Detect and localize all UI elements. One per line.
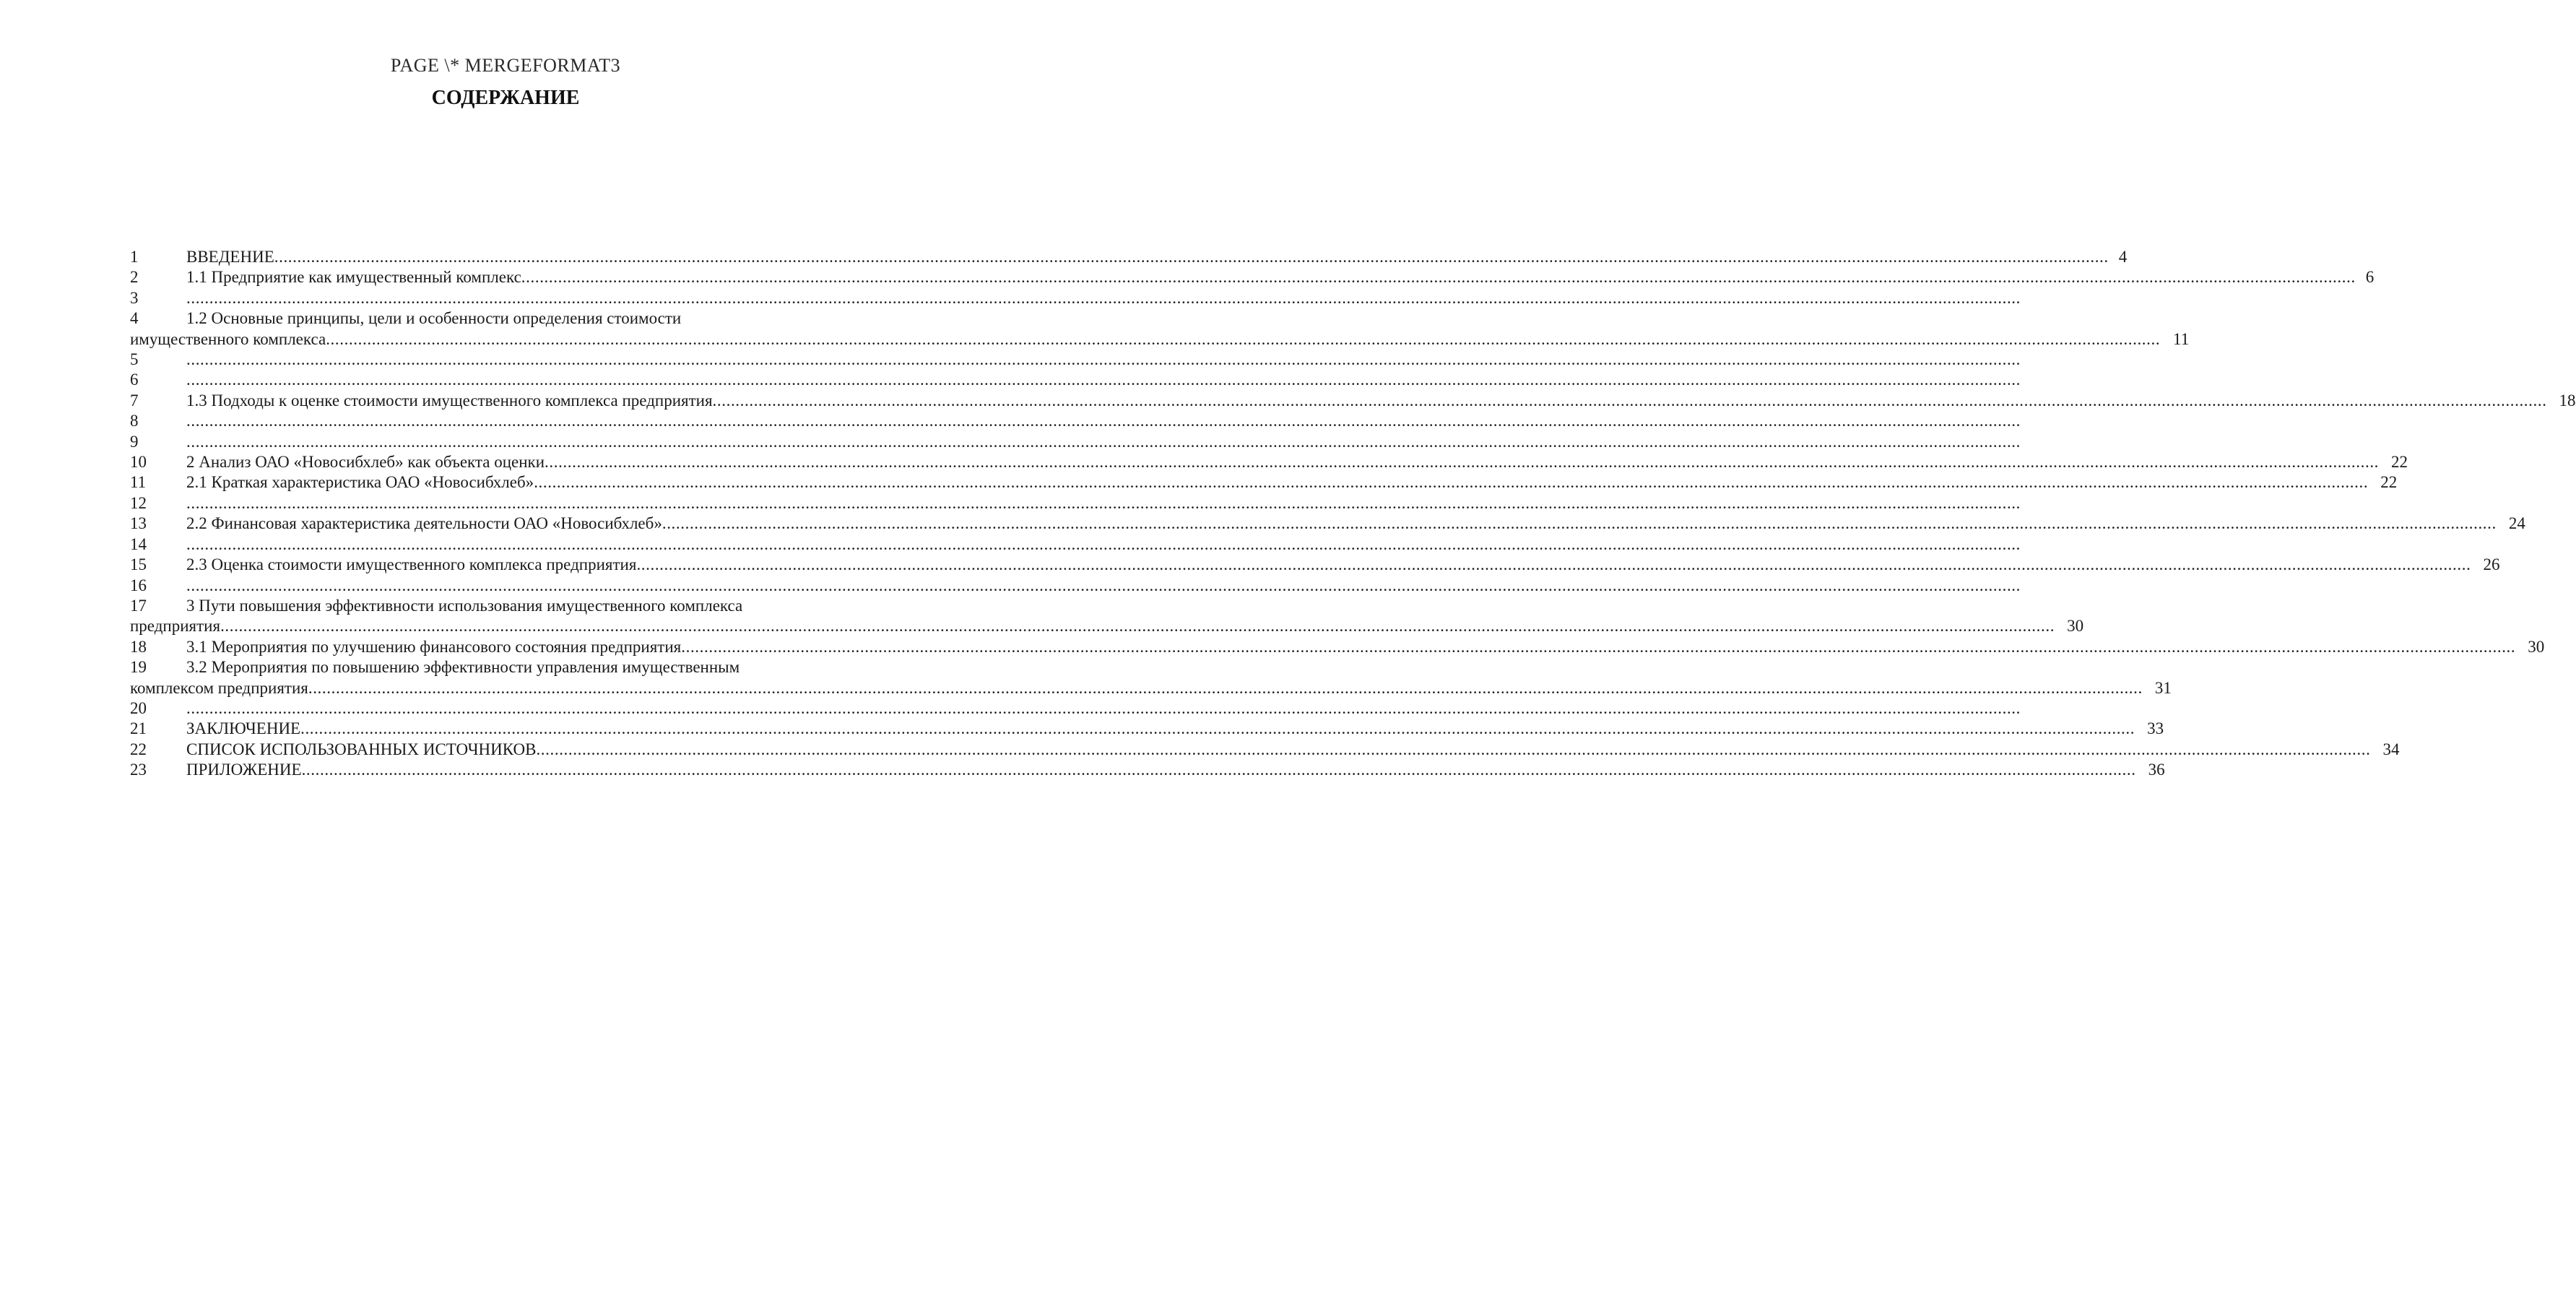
toc-number: 7 bbox=[130, 391, 139, 410]
toc-leader-dots: ................................................................................................................................................................................................................................................................................................................................................................................................................ bbox=[220, 617, 2055, 636]
toc-leader-dots: ................................................................................................................................................................................................................................................................................................................................................................................................................ bbox=[681, 637, 2516, 656]
toc-leader-dots: ................................................................................................................................................................................................................................................................................................................................................................................................................ bbox=[186, 432, 2021, 451]
toc-row-continuation[interactable] bbox=[130, 329, 2190, 350]
toc-number: 10 bbox=[130, 453, 147, 472]
toc-leader-dots: ................................................................................................................................................................................................................................................................................................................................................................................................................ bbox=[186, 534, 2021, 553]
toc-row[interactable] bbox=[130, 452, 2408, 472]
toc-number: 12 bbox=[130, 493, 147, 512]
toc-entry-text[interactable]: 2.2 Финансовая характеристика деятельности ОАО «Новосибхлеб» bbox=[186, 514, 662, 533]
toc-entry-continuation[interactable]: комплексом предприятия bbox=[130, 678, 308, 697]
toc-leader-dots: ................................................................................................................................................................................................................................................................................................................................................................................................................ bbox=[326, 329, 2161, 348]
toc-row-continuation[interactable] bbox=[130, 678, 2172, 698]
toc-leader-dots: ................................................................................................................................................................................................................................................................................................................................................................................................................ bbox=[301, 761, 2136, 779]
toc-number: 8 bbox=[130, 412, 139, 430]
toc-page-number: 30 bbox=[2067, 617, 2084, 636]
toc-number: 20 bbox=[130, 698, 147, 717]
toc-number: 19 bbox=[130, 658, 147, 677]
toc-page-number: 26 bbox=[2483, 555, 2500, 574]
toc-row[interactable] bbox=[130, 432, 2021, 452]
toc-row[interactable] bbox=[130, 267, 2375, 287]
toc-leader-dots: ................................................................................................................................................................................................................................................................................................................................................................................................................ bbox=[186, 412, 2021, 430]
toc-row[interactable] bbox=[130, 472, 2398, 493]
toc-entry-text[interactable]: 3 Пути повышения эффективности использования имущественного комплекса bbox=[186, 596, 743, 615]
toc-number: 9 bbox=[130, 432, 139, 451]
toc-leader-dots: ................................................................................................................................................................................................................................................................................................................................................................................................................ bbox=[300, 719, 2135, 738]
toc-number: 13 bbox=[130, 514, 147, 533]
toc-number: 17 bbox=[130, 596, 147, 615]
toc-entry-continuation[interactable]: предприятия bbox=[130, 617, 221, 636]
toc-page-number: 33 bbox=[2147, 719, 2164, 738]
toc-row[interactable] bbox=[130, 596, 852, 616]
toc-leader-dots: ................................................................................................................................................................................................................................................................................................................................................................................................................ bbox=[186, 350, 2021, 369]
toc-row[interactable] bbox=[130, 657, 852, 677]
toc-page-number: 34 bbox=[2382, 740, 2400, 758]
toc-page-number: 30 bbox=[2528, 637, 2545, 656]
toc-number: 2 bbox=[130, 268, 139, 287]
toc-leader-dots: ................................................................................................................................................................................................................................................................................................................................................................................................................ bbox=[186, 288, 2021, 307]
toc-number: 11 bbox=[130, 473, 147, 492]
toc-page-number: 36 bbox=[2148, 761, 2165, 779]
toc-row[interactable] bbox=[130, 308, 852, 329]
toc-leader-dots: ................................................................................................................................................................................................................................................................................................................................................................................................................ bbox=[636, 555, 2471, 574]
toc-entry-text[interactable]: 3.1 Мероприятия по улучшению финансового состояния предприятия bbox=[186, 637, 682, 656]
toc-leader-dots: ................................................................................................................................................................................................................................................................................................................................................................................................................ bbox=[274, 248, 2109, 266]
toc-row[interactable] bbox=[130, 576, 2021, 596]
toc-leader-dots: ................................................................................................................................................................................................................................................................................................................................................................................................................ bbox=[186, 371, 2021, 389]
toc-leader-dots: ................................................................................................................................................................................................................................................................................................................................................................................................................ bbox=[534, 473, 2369, 492]
toc-number: 3 bbox=[130, 288, 139, 307]
toc-entry-text[interactable]: 1.1 Предприятие как имущественный комплекс bbox=[186, 268, 521, 287]
toc-entry-continuation[interactable]: имущественного комплекса bbox=[130, 329, 326, 348]
toc-page-number: 31 bbox=[2154, 678, 2172, 697]
toc-number: 21 bbox=[130, 719, 147, 738]
toc-page-number: 22 bbox=[2380, 473, 2398, 492]
toc-entry-text[interactable]: 1.3 Подходы к оценке стоимости имущественного комплекса предприятия bbox=[186, 391, 713, 410]
toc-leader-dots: ................................................................................................................................................................................................................................................................................................................................................................................................................ bbox=[662, 514, 2497, 533]
toc-entry-text[interactable]: ВВЕДЕНИЕ bbox=[186, 248, 274, 266]
toc-row[interactable] bbox=[130, 719, 2164, 739]
toc-row[interactable] bbox=[130, 760, 2165, 780]
toc-entry-text[interactable]: ЗАКЛЮЧЕНИЕ bbox=[186, 719, 301, 738]
toc-entry-text[interactable]: 3.2 Мероприятия по повышению эффективности управления имущественным bbox=[186, 658, 740, 677]
toc-leader-dots: ................................................................................................................................................................................................................................................................................................................................................................................................................ bbox=[521, 268, 2356, 287]
toc-number: 6 bbox=[130, 371, 139, 389]
page-field-code: PAGE \* MERGEFORMAT3 bbox=[390, 55, 621, 76]
page-title: СОДЕРЖАНИЕ bbox=[431, 87, 580, 109]
toc-page-number: 22 bbox=[2391, 453, 2408, 472]
toc-number: 16 bbox=[130, 576, 147, 594]
toc-row[interactable] bbox=[130, 698, 2021, 719]
toc-leader-dots: ................................................................................................................................................................................................................................................................................................................................................................................................................ bbox=[308, 678, 2143, 697]
toc-row[interactable] bbox=[130, 534, 2021, 555]
toc-entry-text[interactable]: 2 Анализ ОАО «Новосибхлеб» как объекта оценки bbox=[186, 453, 545, 472]
toc-row[interactable] bbox=[130, 514, 2525, 534]
toc-number: 14 bbox=[130, 534, 147, 553]
toc-page-number: 18 bbox=[2559, 391, 2576, 410]
toc-page-number: 11 bbox=[2173, 329, 2190, 348]
toc-row-continuation[interactable] bbox=[130, 616, 2084, 636]
toc-leader-dots: ................................................................................................................................................................................................................................................................................................................................................................................................................ bbox=[536, 740, 2371, 758]
toc-number: 22 bbox=[130, 740, 147, 758]
toc-entry-text[interactable]: 1.2 Основные принципы, цели и особенности определения стоимости bbox=[186, 309, 682, 328]
table-of-contents bbox=[130, 247, 2576, 781]
toc-row[interactable] bbox=[130, 411, 2021, 431]
toc-entry-text[interactable]: ПРИЛОЖЕНИЕ bbox=[186, 761, 302, 779]
toc-row[interactable] bbox=[130, 370, 2021, 390]
toc-page-number: 4 bbox=[2118, 248, 2128, 266]
toc-page-number: 24 bbox=[2508, 514, 2525, 533]
toc-row[interactable] bbox=[130, 350, 2021, 370]
toc-number: 1 bbox=[130, 248, 139, 266]
toc-leader-dots: ................................................................................................................................................................................................................................................................................................................................................................................................................ bbox=[712, 391, 2547, 410]
toc-entry-text[interactable]: СПИСОК ИСПОЛЬЗОВАННЫХ ИСТОЧНИКОВ bbox=[186, 740, 537, 758]
toc-number: 18 bbox=[130, 637, 147, 656]
toc-entry-text[interactable]: 2.3 Оценка стоимости имущественного комплекса предприятия bbox=[186, 555, 637, 574]
toc-number: 15 bbox=[130, 555, 147, 574]
toc-row[interactable] bbox=[130, 391, 2576, 411]
toc-leader-dots: ................................................................................................................................................................................................................................................................................................................................................................................................................ bbox=[545, 453, 2380, 472]
toc-row[interactable] bbox=[130, 288, 2021, 308]
toc-leader-dots: ................................................................................................................................................................................................................................................................................................................................................................................................................ bbox=[186, 493, 2021, 512]
toc-row[interactable] bbox=[130, 637, 2545, 657]
toc-entry-text[interactable]: 2.1 Краткая характеристика ОАО «Новосибхлеб» bbox=[186, 473, 534, 492]
toc-number: 5 bbox=[130, 350, 139, 369]
toc-page-number: 6 bbox=[2365, 268, 2375, 287]
toc-row[interactable] bbox=[130, 740, 2400, 760]
toc-leader-dots: ................................................................................................................................................................................................................................................................................................................................................................................................................ bbox=[186, 698, 2021, 717]
toc-row[interactable] bbox=[130, 493, 2021, 514]
toc-number: 4 bbox=[130, 309, 139, 328]
toc-leader-dots: ................................................................................................................................................................................................................................................................................................................................................................................................................ bbox=[186, 576, 2021, 594]
toc-row[interactable] bbox=[130, 555, 2500, 575]
toc-number: 23 bbox=[130, 761, 147, 779]
toc-row[interactable] bbox=[130, 247, 2128, 267]
